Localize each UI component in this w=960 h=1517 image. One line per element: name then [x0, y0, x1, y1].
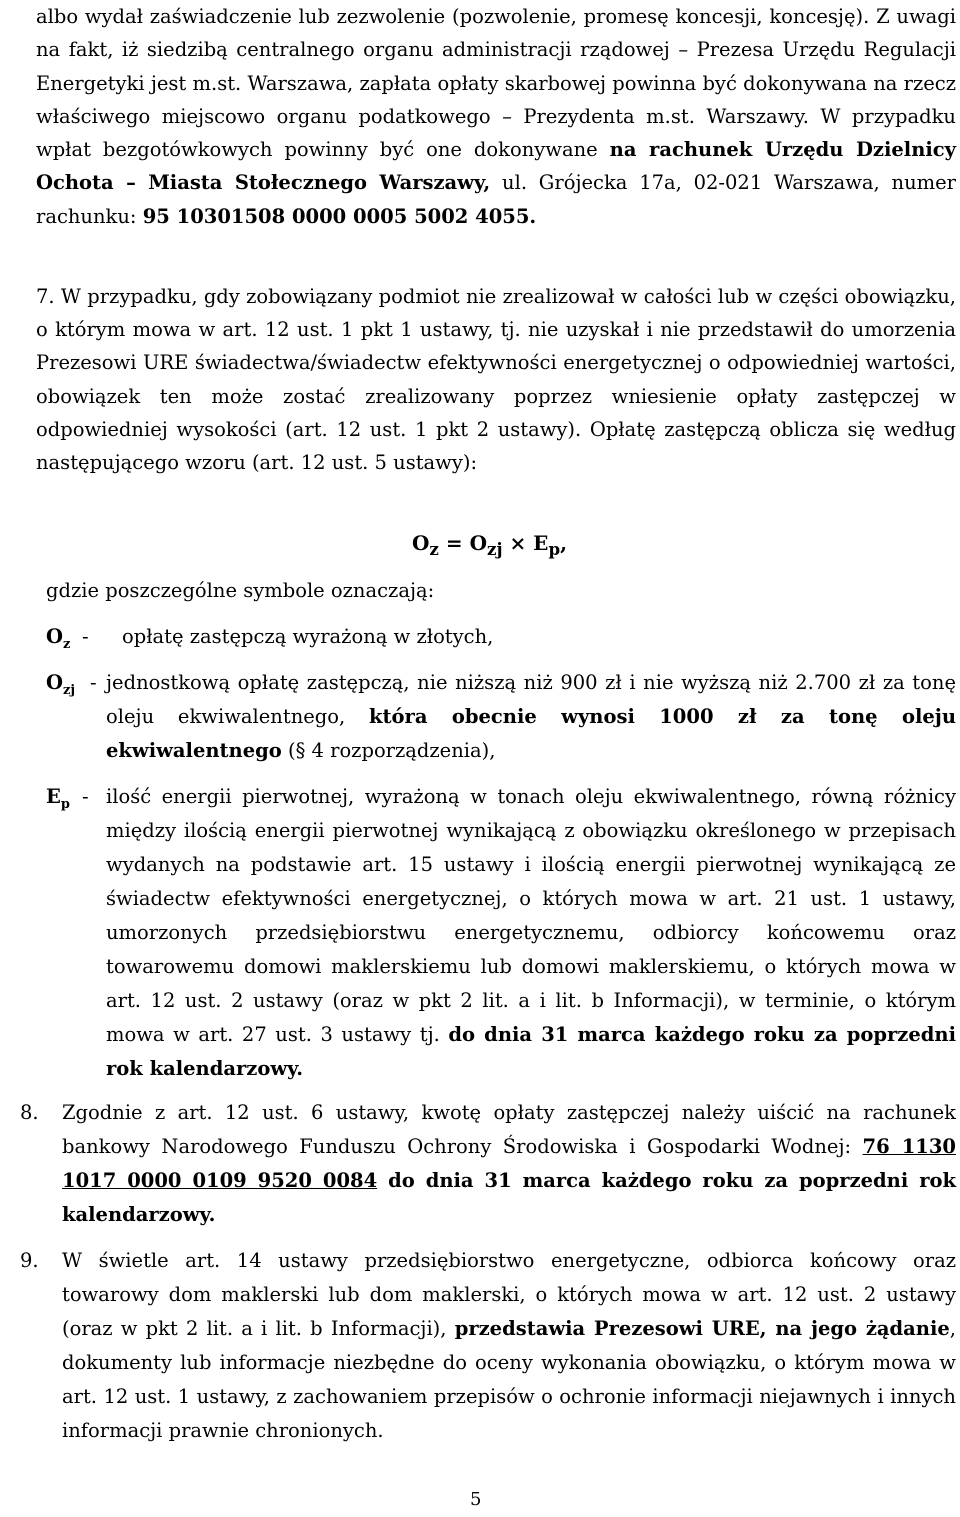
definition-text: (§ 4 rozporządzenia), [281, 739, 496, 762]
formula-subscript: p [548, 539, 561, 559]
symbol-subscript: p [60, 796, 70, 812]
definition-ozj [106, 666, 956, 768]
paragraph-bold-recipient: na rachunek Urzędu Dzielnicy Ochota – Miasta Stołecznego Warszawy, [36, 138, 956, 195]
symbol-ozj [46, 666, 75, 708]
formula-symbol: O [412, 531, 430, 555]
definition-bold: która obecnie wynosi 1000 zł za tonę oleju ekwiwalentnego [106, 705, 957, 762]
paragraph-text: albo wydał zaświadczenie lub zezwolenie (pozwolenie, promesę koncesji, koncesję). Z uwagi na fakt, iż siedzibą centralnego organu administracji rządowej – Prezesa Urzędu Regulacji Energetyki jest m.st. Warszawa, zapłata opłaty skarbowej powinna być dokonywana na rzecz właściwego miejscowo organu podatkowego – Prezydenta m.st. Warszawy. W przypadku wpłat bezgotówkowych powinny być one dokonywane [36, 5, 956, 162]
item-number: 7. [36, 285, 55, 308]
item-bold-text: przedstawia Prezesowi URE, na jego żądanie [454, 1317, 950, 1340]
symbol-letter: E [46, 785, 61, 808]
formula-subscript: zj [487, 539, 503, 559]
definition-text: jednostkową opłatę zastępczą, nie niższą niż 900 zł i nie wyższą niż 2.700 zł za tonę oleju ekwiwalentnego, [106, 671, 956, 728]
item-9 [62, 1244, 956, 1448]
formula-symbol: × E [502, 531, 549, 555]
formula-symbol: = O [438, 531, 487, 555]
item-number: 9. [20, 1249, 39, 1272]
definition-ep [106, 780, 956, 1086]
item-text: Zgodnie z art. 12 ust. 6 ustawy, kwotę opłaty zastępczej należy uiścić na rachunek bankowy Narodowego Funduszu Ochrony Środowiska i Gospodarki Wodnej: [62, 1101, 956, 1158]
paragraph-stamp-duty [36, 0, 956, 233]
paragraph-text: ul. Grójecka 17a, 02-021 Warszawa, numer rachunku: [36, 171, 957, 228]
nfosigw-account-number: 76 1130 1017 0000 0109 9520 0084 [62, 1135, 956, 1192]
symbol-ep [46, 780, 70, 822]
formula-subscript: z [429, 539, 439, 559]
symbol-subscript: zj [63, 682, 76, 698]
definition-dash: - [82, 785, 89, 808]
symbol-letter: O [46, 671, 63, 694]
item-text: , dokumenty lub informacje niezbędne do oceny wykonania obowiązku, o którym mowa w art. 12 ust. 1 ustawy, z zachowaniem przepisów o ochronie informacji niejawnych i innych informacji prawnie chronionych. [62, 1317, 956, 1442]
item-7 [36, 280, 956, 479]
definition-dash: - [90, 671, 97, 694]
item-8 [62, 1096, 956, 1232]
definition-dash: - [82, 625, 89, 648]
account-number: 95 10301508 0000 0005 5002 4055. [142, 204, 537, 228]
item-bold-deadline: do dnia 31 marca każdego roku za poprzedni rok kalendarzowy. [62, 1169, 956, 1226]
definition-oz: opłatę zastępczą wyrażoną w złotych, [122, 625, 494, 648]
definition-bold: do dnia 31 marca każdego roku za poprzedni rok kalendarzowy. [106, 1023, 956, 1080]
symbol-oz [46, 620, 70, 662]
symbol-subscript: z [63, 636, 71, 652]
formula-symbol: , [560, 531, 568, 555]
symbol-letter: O [46, 625, 63, 648]
item-text: W przypadku, gdy zobowiązany podmiot nie zrealizował w całości lub w części obowiązku, o którym mowa w art. 12 ust. 1 pkt 1 ustawy, tj. nie uzyskał i nie przedstawił do umorzenia Prezesowi URE świadectwa/świadectw efektywności energetycznej o odpowiedniej wartości, obowiązek ten może zostać zrealizowany poprzez wniesienie opłaty zastępczej w odpowiedniej wysokości (art. 12 ust. 1 pkt 2 ustawy). Opłatę zastępczą oblicza się według następującego wzoru (art. 12 ust. 5 ustawy): [36, 285, 956, 475]
item-number: 8. [20, 1101, 39, 1124]
definition-text: ilość energii pierwotnej, wyrażoną w tonach oleju ekwiwalentnego, równą różnicy między ilością energii pierwotnej wynikającą z obowiązku określonego w przepisach wydanych na podstawie art. 15 ustawy i ilością energii pierwotnej wynikającą ze świadectw efektywności energetycznej, o których mowa w art. 21 ust. 1 ustawy, umorzonych przedsiębiorstwu energetycznemu, odbiorcy końcowemu oraz towarowemu domowi maklerskiemu lub domowi maklerskiemu, o których mowa w art. 12 ust. 2 ustawy (oraz w pkt 2 lit. a i lit. b Informacji), w terminie, o którym mowa w art. 27 ust. 3 ustawy tj. [106, 785, 956, 1046]
symbols-intro: gdzie poszczególne symbole oznaczają: [46, 579, 435, 602]
page-number: 5 [470, 1489, 482, 1510]
item-text: W świetle art. 14 ustawy przedsiębiorstwo energetyczne, odbiorca końcowy oraz towarowy dom maklerski lub dom maklerski, o których mowa w art. 12 ust. 2 ustawy (oraz w pkt 2 lit. a i lit. b Informacji), [62, 1249, 956, 1340]
formula [412, 526, 567, 566]
